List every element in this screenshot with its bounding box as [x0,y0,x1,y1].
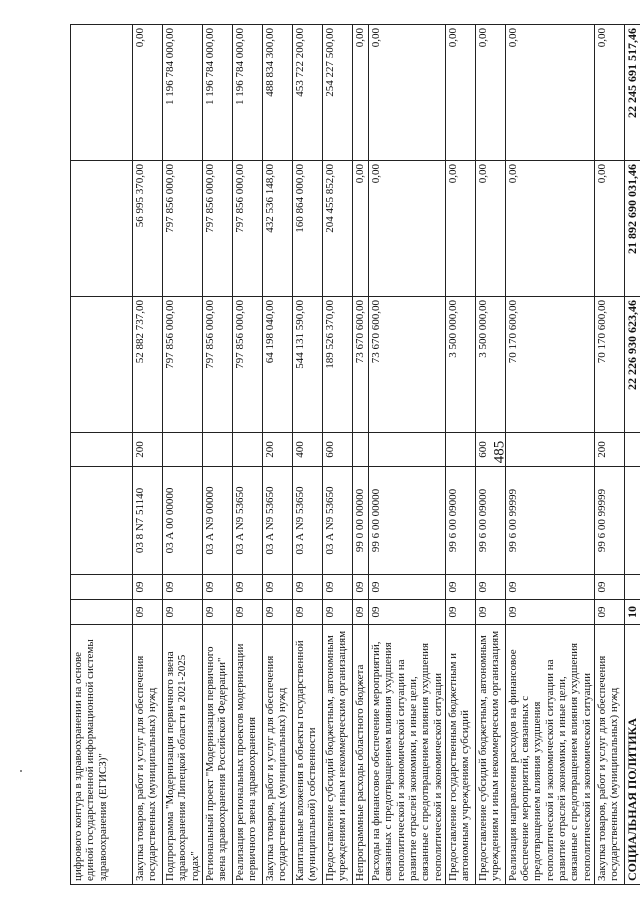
cell-csr: 03 А N9 53650 [262,467,292,575]
cell-s1: 22 226 930 623,46 [625,297,640,433]
cell-vr [505,433,594,467]
cell-csr: 03 А N9 00000 [202,467,232,575]
page-number: 485 [491,440,508,464]
cell-pr: 09 [595,575,625,600]
cell-pr: 09 [322,575,352,600]
cell-name: Закупка товаров, работ и услуг для обеспечения государственных (муниципальных) нужд [262,625,292,885]
cell-pr: 09 [232,575,262,600]
cell-s2: 56 995 370,00 [133,161,163,297]
table-row [595,25,625,885]
cell-s2: 0,00 [475,161,505,297]
cell-s3: 0,00 [368,25,445,161]
total-row [625,25,640,885]
cell-s2: 204 455 852,00 [322,161,352,297]
cell-s2: 0,00 [595,161,625,297]
cell-rz: 09 [292,600,322,625]
cell-s1: 3 500 000,00 [445,297,475,433]
cell-rz: 09 [232,600,262,625]
cell-s2: 160 864 000,00 [292,161,322,297]
cell-s3: 488 834 300,00 [262,25,292,161]
cell-s2: 432 536 148,00 [262,161,292,297]
cell-name: Закупка товаров, работ и услуг для обеспечения государственных (муниципальных) нужд [133,625,163,885]
cell-name: СОЦИАЛЬНАЯ ПОЛИТИКА [625,625,640,885]
cell-s3: 1 196 784 000,00 [232,25,262,161]
cell-name: цифрового контура в здравоохранении на основе единой государственной информационной системы здравоохранения (ЕГИСЗ)" [71,625,133,885]
cell-pr: 09 [202,575,232,600]
cell-name: Закупка товаров, работ и услуг для обеспечения государственных (муниципальных) нужд [595,625,625,885]
cell-csr: 03 А N9 53650 [232,467,262,575]
cell-s1: 797 856 000,00 [163,297,203,433]
budget-table-rotated [70,25,639,885]
cell-pr: 09 [292,575,322,600]
cell-name: Региональный проект "Модернизация первичного звена здравоохранения Российской Федерации" [202,625,232,885]
budget-table [70,24,640,885]
cell-name: Расходы на финансовое обеспечение мероприятий, связанных с предотвращением влияния ухудшения геополитической и экономической ситуации на развитие отраслей экономики, и иные цели, связанные с предотвращением влияния ухудшения геополитической и экономической ситуации [368,625,445,885]
cell-vr: 200 [133,433,163,467]
cell-vr [625,433,640,467]
cell-s2: 0,00 [505,161,594,297]
cell-s2: 797 856 000,00 [202,161,232,297]
cell-s1 [71,297,133,433]
cell-name: Непрограммные расходы областного бюджета [352,625,368,885]
cell-s3: 0,00 [505,25,594,161]
cell-name: Реализация региональных проектов модернизации первичного звена здравоохранения [232,625,262,885]
cell-s3: 453 722 200,00 [292,25,322,161]
cell-s1: 64 198 040,00 [262,297,292,433]
cell-rz: 09 [133,600,163,625]
cell-vr [71,433,133,467]
cell-s1: 73 670 600,00 [352,297,368,433]
cell-name: Капитальные вложения в объекты государственной (муниципальной) собственности [292,625,322,885]
cell-s3 [71,25,133,161]
scan-dot [20,770,22,772]
cell-csr [71,467,133,575]
cell-csr: 99 0 00 00000 [352,467,368,575]
cell-pr: 09 [352,575,368,600]
table-row [71,25,133,885]
cell-pr [625,575,640,600]
table-row [322,25,352,885]
cell-s2: 797 856 000,00 [163,161,203,297]
cell-s1: 544 131 590,00 [292,297,322,433]
table-row [368,25,445,885]
cell-rz: 09 [595,600,625,625]
cell-s1: 73 670 600,00 [368,297,445,433]
cell-csr: 99 6 00 09000 [445,467,475,575]
cell-name: Предоставление государственным бюджетным и автономным учреждениям субсидий [445,625,475,885]
cell-name: Подпрограмма "Модернизация первичного звена здравоохранения Липецкой области в 2021-2025 годах" [163,625,203,885]
cell-vr: 200 [595,433,625,467]
table-row [292,25,322,885]
cell-rz: 10 [625,600,640,625]
cell-name: Предоставление субсидий бюджетным, автономным учреждениям и иным некоммерческим организациям [475,625,505,885]
cell-csr [625,467,640,575]
cell-s3: 1 196 784 000,00 [163,25,203,161]
cell-rz: 09 [445,600,475,625]
cell-s3: 0,00 [475,25,505,161]
cell-pr: 09 [163,575,203,600]
cell-vr [352,433,368,467]
cell-csr: 03 А 00 00000 [163,467,203,575]
cell-pr: 09 [445,575,475,600]
cell-vr [368,433,445,467]
cell-s1: 797 856 000,00 [202,297,232,433]
cell-s2: 797 856 000,00 [232,161,262,297]
cell-s3: 0,00 [595,25,625,161]
cell-pr: 09 [505,575,594,600]
cell-pr: 09 [475,575,505,600]
cell-vr [202,433,232,467]
cell-rz: 09 [163,600,203,625]
table-row [262,25,292,885]
cell-rz: 09 [505,600,594,625]
cell-csr: 99 6 00 99999 [505,467,594,575]
table-row [505,25,594,885]
table-row [133,25,163,885]
cell-rz: 09 [368,600,445,625]
cell-pr [71,575,133,600]
cell-s1: 189 526 370,00 [322,297,352,433]
cell-s1: 3 500 000,00 [475,297,505,433]
cell-pr: 09 [133,575,163,600]
cell-rz: 09 [202,600,232,625]
cell-csr: 03 8 N7 51140 [133,467,163,575]
cell-s3: 254 227 500,00 [322,25,352,161]
table-row [202,25,232,885]
cell-s1: 52 882 737,00 [133,297,163,433]
cell-vr [445,433,475,467]
cell-vr: 400 [292,433,322,467]
table-row [475,25,505,885]
cell-s2: 0,00 [352,161,368,297]
cell-csr: 03 А N9 53650 [292,467,322,575]
cell-rz: 09 [322,600,352,625]
cell-s2: 0,00 [368,161,445,297]
cell-s3: 0,00 [445,25,475,161]
cell-name: Предоставление субсидий бюджетным, автономным учреждениям и иным некоммерческим организациям [322,625,352,885]
cell-s3: 0,00 [133,25,163,161]
cell-rz: 09 [475,600,505,625]
cell-s3: 22 245 691 517,46 [625,25,640,161]
cell-name: Реализация направления расходов на финансовое обеспечение мероприятий, связанных с предотвращением влияния ухудшения геополитической и экономической ситуации на развитие отраслей экономики, и иные цели, связанные с предотвращением влияния ухудшения геополитической и экономической ситуации [505,625,594,885]
cell-rz [71,600,133,625]
table-row [352,25,368,885]
cell-pr: 09 [368,575,445,600]
cell-csr: 99 6 00 99999 [595,467,625,575]
cell-vr: 600 [475,433,505,467]
cell-s1: 70 170 600,00 [595,297,625,433]
cell-s1: 70 170 600,00 [505,297,594,433]
cell-vr: 200 [262,433,292,467]
cell-rz: 09 [352,600,368,625]
table-row [163,25,203,885]
table-row [232,25,262,885]
cell-s1: 797 856 000,00 [232,297,262,433]
table-row [445,25,475,885]
cell-rz: 09 [262,600,292,625]
cell-s3: 0,00 [352,25,368,161]
cell-csr: 99 6 00 09000 [475,467,505,575]
cell-csr: 03 А N9 53650 [322,467,352,575]
cell-s2: 21 892 690 031,46 [625,161,640,297]
cell-s2: 0,00 [445,161,475,297]
cell-vr [163,433,203,467]
cell-csr: 99 6 00 00000 [368,467,445,575]
cell-vr: 600 [322,433,352,467]
cell-s3: 1 196 784 000,00 [202,25,232,161]
cell-s2 [71,161,133,297]
cell-pr: 09 [262,575,292,600]
cell-vr [232,433,262,467]
